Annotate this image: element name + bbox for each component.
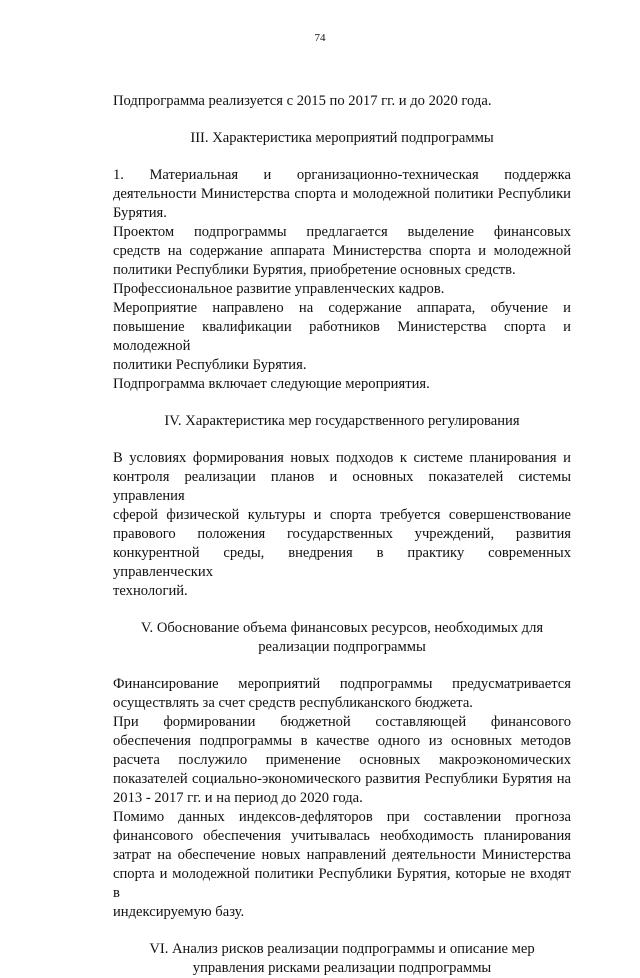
section-3-paragraph-3	[113, 280, 571, 299]
text-line: повышение квалификации работников Министерства спорта и молодежной	[113, 319, 571, 354]
text-line: технологий.	[113, 583, 188, 599]
text-line: деятельности Министерства спорта и молодежной политики Республики	[113, 186, 571, 202]
section-5-paragraph-2	[113, 713, 571, 808]
page-number: 74	[314, 32, 326, 44]
text-line: затрат на обеспечение новых направлений деятельности Министерства	[113, 847, 571, 863]
text-line: Бурятия.	[113, 205, 167, 221]
text-line: расчета послужило применение основных макроэкономических	[113, 752, 571, 768]
text-line: В условиях формирования новых подходов к системе планирования и	[113, 450, 571, 466]
section-4-paragraph-1	[113, 449, 571, 601]
section-6-heading	[113, 940, 571, 978]
text-line: Подпрограмма включает следующие мероприятия.	[113, 376, 430, 392]
section-3-paragraph-4	[113, 299, 571, 375]
text-line: Проектом подпрограммы предлагается выделение финансовых	[113, 224, 571, 240]
heading-line: V. Обоснование объема финансовых ресурсов, необходимых для	[140, 620, 544, 636]
heading-line: реализации подпрограммы	[258, 639, 426, 655]
text-line: конкурентной среды, внедрения в практику современных управленческих	[113, 545, 571, 580]
section-3-paragraph-2	[113, 223, 571, 280]
section-4-heading: IV. Характеристика мер государственного регулирования	[164, 413, 520, 429]
text-line: показателей социально-экономического развития Республики Бурятия на	[113, 771, 571, 787]
heading-line: управления рисками реализации подпрограммы	[192, 960, 492, 976]
section-3-paragraph-5	[113, 375, 571, 394]
text-line: обеспечения подпрограммы в качестве одного из основных методов	[113, 733, 571, 749]
text-line: средств на содержание аппарата Министерства спорта и молодежной	[113, 243, 571, 259]
text-line: осуществлять за счет средств республиканского бюджета.	[113, 695, 473, 711]
text-line: финансового обеспечения учитывалась необходимость планирования	[113, 828, 571, 844]
text-line: 1. Материальная и организационно-техническая поддержка	[113, 167, 571, 183]
text-line: Мероприятие направлено на содержание аппарата, обучение и	[113, 300, 571, 316]
intro-paragraph	[113, 92, 571, 111]
text-line: Финансирование мероприятий подпрограммы предусматривается	[113, 676, 571, 692]
text-line: индексируемую базу.	[113, 904, 245, 920]
text-line: политики Республики Бурятия.	[113, 357, 307, 373]
heading-line: VI. Анализ рисков реализации подпрограммы и описание мер	[149, 941, 535, 957]
intro-line: Подпрограмма реализуется с 2015 по 2017 гг. и до 2020 года.	[113, 93, 492, 109]
text-line: политики Республики Бурятия, приобретение основных средств.	[113, 262, 516, 278]
text-line: 2013 - 2017 гг. и на период до 2020 года.	[113, 790, 363, 806]
text-line: контроля реализации планов и основных показателей системы управления	[113, 469, 571, 504]
text-line: сферой физической культуры и спорта требуется совершенствование	[113, 507, 571, 523]
section-3-item-1	[113, 166, 571, 223]
text-line: Профессиональное развитие управленческих кадров.	[113, 281, 445, 297]
section-5-heading	[113, 619, 571, 657]
document-body	[113, 92, 571, 978]
text-line: правового положения государственных учреждений, развития	[113, 526, 571, 542]
text-line: При формировании бюджетной составляющей финансового	[113, 714, 571, 730]
text-line: спорта и молодежной политики Республики Бурятия, которые не входят в	[113, 866, 571, 901]
section-5-paragraph-1	[113, 675, 571, 713]
section-3-heading: III. Характеристика мероприятий подпрограммы	[190, 130, 494, 146]
text-line: Помимо данных индексов-дефляторов при составлении прогноза	[113, 809, 571, 825]
